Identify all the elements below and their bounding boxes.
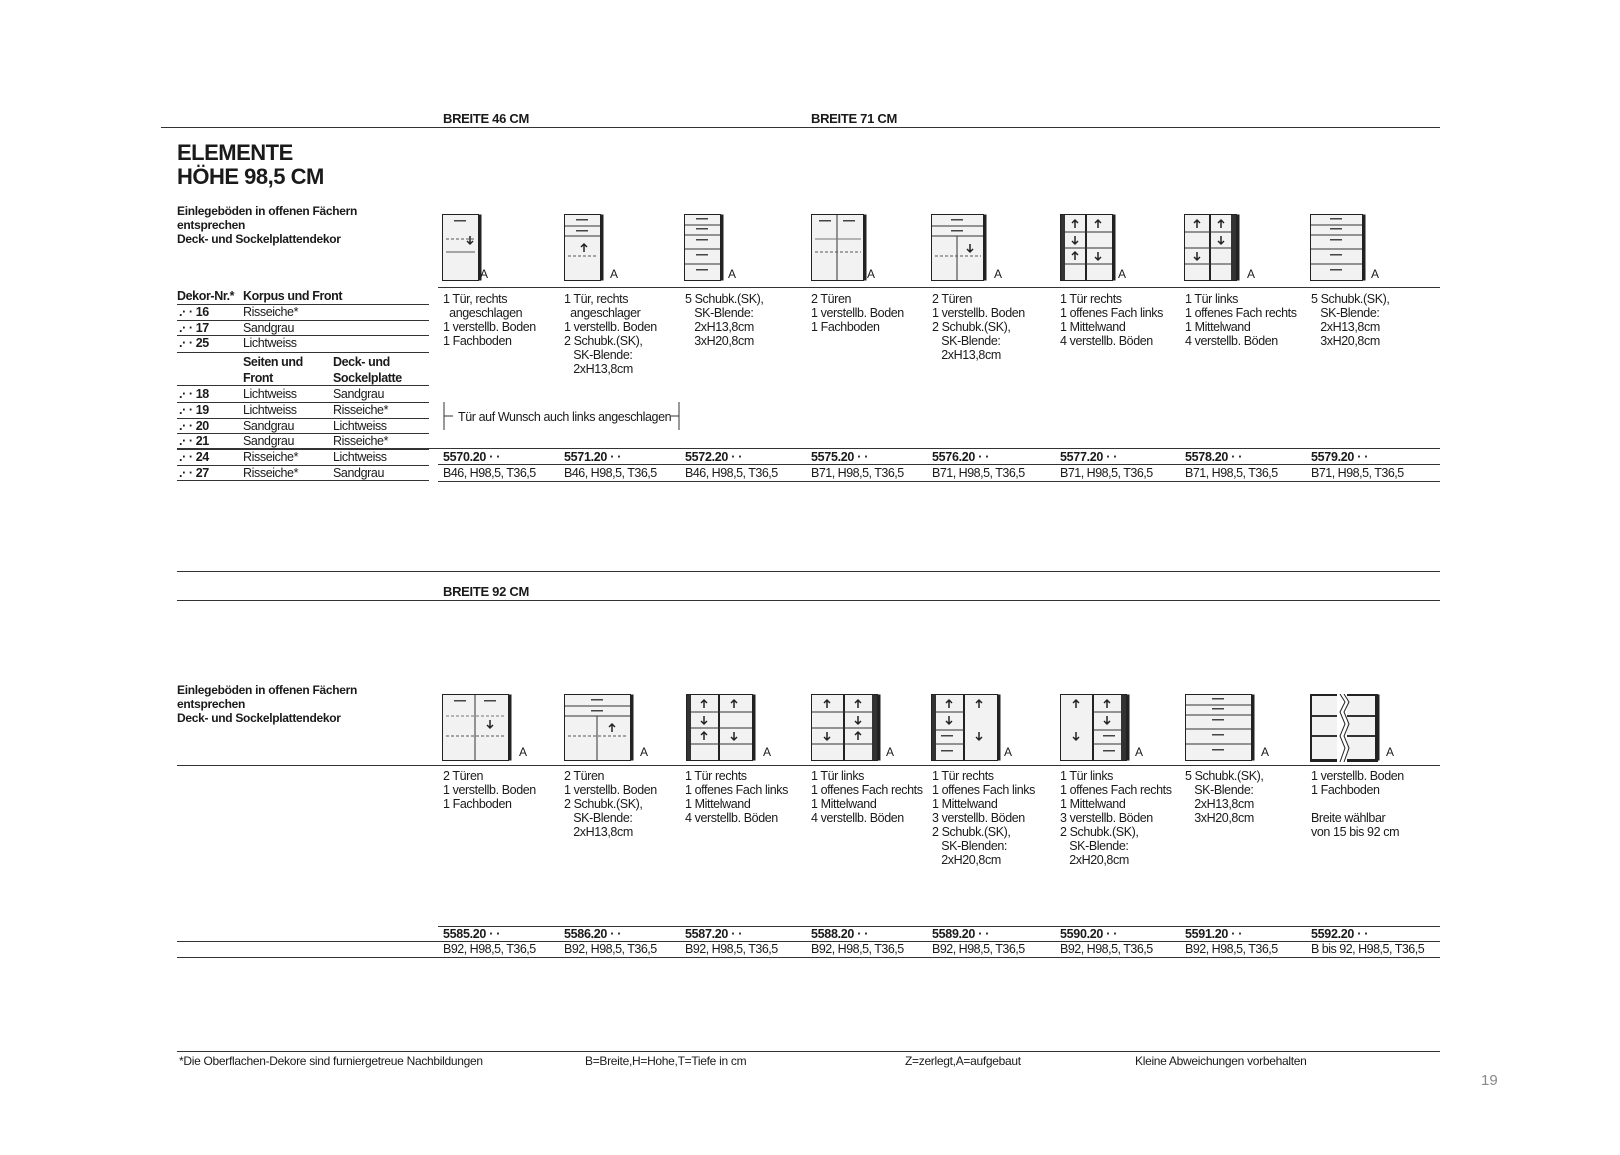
assembly-label: A xyxy=(763,745,772,759)
decor-row-rule xyxy=(177,352,429,353)
door-note: Tür auf Wunsch auch links angeschlagen xyxy=(458,410,672,424)
item-desc: 5 Schubk.(SK), SK-Blende: 2xH13,8cm 3xH20,8cm xyxy=(1185,769,1264,825)
item-desc: 5 Schubk.(SK), SK-Blende: 2xH13,8cm 3xH20,8cm xyxy=(685,292,764,348)
item-code: 5577.20 · · xyxy=(1060,450,1118,464)
item-dims: B92, H98,5, T36,5 xyxy=(443,942,536,956)
item-dims: B92, H98,5, T36,5 xyxy=(564,942,657,956)
cabinet-5572-illustration xyxy=(684,214,724,287)
cabinet-drawing xyxy=(811,214,867,282)
cabinet-drawing xyxy=(1310,214,1366,282)
section2-header-rule xyxy=(177,600,1440,601)
item-code: 5585.20 · · xyxy=(443,927,501,941)
cabinet-drawing xyxy=(1310,694,1380,762)
row2-bottom-rule xyxy=(177,957,1440,958)
row2-image-rule xyxy=(177,765,1440,766)
assembly-label: A xyxy=(1004,745,1013,759)
item-dims: B92, H98,5, T36,5 xyxy=(811,942,904,956)
item-code: 5589.20 · · xyxy=(932,927,990,941)
decor-row-rule xyxy=(177,465,429,466)
decor-side: Lichtweiss xyxy=(243,387,297,401)
cabinet-5587-illustration xyxy=(686,694,756,767)
decor-nr: .· · 24 xyxy=(179,450,209,464)
assembly-label: A xyxy=(886,745,895,759)
cabinet-drawing xyxy=(1184,214,1240,282)
item-desc: 2 Türen 1 verstellb. Boden 2 Schubk.(SK), SK-Blende: 2xH13,8cm xyxy=(932,292,1025,362)
item-desc: 2 Türen 1 verstellb. Boden 1 Fachboden xyxy=(443,769,536,811)
item-dims: B92, H98,5, T36,5 xyxy=(1185,942,1278,956)
decor-nr: .· · 19 xyxy=(179,403,209,417)
row1-image-rule xyxy=(438,287,1440,288)
cabinet-drawing xyxy=(442,694,512,762)
assembly-label: A xyxy=(1135,745,1144,759)
cabinet-drawing xyxy=(684,214,724,282)
item-dims: B71, H98,5, T36,5 xyxy=(1311,466,1404,480)
item-dims: B92, H98,5, T36,5 xyxy=(685,942,778,956)
shelf-note-line2: entsprechen xyxy=(177,218,246,232)
cabinet-5592-illustration xyxy=(1310,694,1380,767)
item-desc: 5 Schubk.(SK), SK-Blende: 2xH13,8cm 3xH20,8cm xyxy=(1311,292,1390,348)
cabinet-drawing xyxy=(931,214,987,282)
decor-nr: .· · 27 xyxy=(179,466,209,480)
decor-header2-rule xyxy=(177,385,429,386)
item-code: 5570.20 · · xyxy=(443,450,501,464)
item-code: 5578.20 · · xyxy=(1185,450,1243,464)
item-desc: 1 Tür rechts 1 offenes Fach links 1 Mittelwand 3 verstellb. Böden 2 Schubk.(SK), SK-Blenden: 2xH20,8cm xyxy=(932,769,1035,867)
item-dims: B bis 92, H98,5, T36,5 xyxy=(1311,942,1425,956)
decor-name: Risseiche* xyxy=(243,305,299,319)
cabinet-drawing xyxy=(1060,694,1130,762)
assembly-label: A xyxy=(994,267,1003,281)
item-code: 5575.20 · · xyxy=(811,450,869,464)
item-code: 5572.20 · · xyxy=(685,450,743,464)
assembly-label: A xyxy=(867,267,876,281)
decor-name: Lichtweiss xyxy=(243,336,297,350)
item-code: 5592.20 · · xyxy=(1311,927,1369,941)
decor-header-rule xyxy=(177,304,429,305)
decor-col-seiten-2: Front xyxy=(243,371,273,385)
assembly-label: A xyxy=(1386,745,1395,759)
decor-col-seiten xyxy=(243,354,303,386)
item-dims: B92, H98,5, T36,5 xyxy=(1060,942,1153,956)
item-desc: 1 Tür links 1 offenes Fach rechts 1 Mittelwand 4 verstellb. Böden xyxy=(1185,292,1297,348)
item-desc: 1 Tür links 1 offenes Fach rechts 1 Mittelwand 4 verstellb. Böden xyxy=(811,769,923,825)
decor-nr: .· · 16 xyxy=(179,305,209,319)
decor-col-korpus: Korpus und Front xyxy=(243,289,343,303)
decor-row-rule xyxy=(177,320,429,321)
assembly-label: A xyxy=(610,267,619,281)
assembly-label: A xyxy=(1261,745,1270,759)
item-code: 5591.20 · · xyxy=(1185,927,1243,941)
item-dims: B46, H98,5, T36,5 xyxy=(564,466,657,480)
item-code: 5586.20 · · xyxy=(564,927,622,941)
footer-note-assembly: Z=zerlegt,A=aufgebaut xyxy=(905,1054,1021,1068)
decor-row-rule xyxy=(177,335,429,336)
footer-rule xyxy=(177,1051,1440,1052)
item-code: 5590.20 · · xyxy=(1060,927,1118,941)
decor-col-nr: Dekor-Nr.* xyxy=(177,289,235,303)
decor-row-rule xyxy=(177,433,429,434)
decor-col-seiten-1: Seiten und xyxy=(243,355,303,369)
cabinet-5591-illustration xyxy=(1185,694,1255,767)
assembly-label: A xyxy=(728,267,737,281)
item-dims: B92, H98,5, T36,5 xyxy=(932,942,1025,956)
cabinet-5579-illustration xyxy=(1310,214,1366,287)
decor-nr: .· · 25 xyxy=(179,336,209,350)
decor-deck: Sandgrau xyxy=(333,387,385,401)
assembly-label: A xyxy=(640,745,649,759)
decor-row-rule xyxy=(177,480,429,481)
item-desc: 1 Tür links 1 offenes Fach rechts 1 Mittelwand 3 verstellb. Böden 2 Schubk.(SK), SK-Blende: 2xH20,8cm xyxy=(1060,769,1172,867)
shelf-note-line3: Deck- und Sockelplattendekor xyxy=(177,711,341,725)
page-number: 19 xyxy=(1481,1072,1498,1089)
decor-deck: Lichtweiss xyxy=(333,419,387,433)
assembly-label: A xyxy=(1247,267,1256,281)
decor-deck: Lichtweiss xyxy=(333,450,387,464)
footer-note-dims: B=Breite,H=Hohe,T=Tiefe in cm xyxy=(585,1054,747,1068)
decor-side: Sandgrau xyxy=(243,434,295,448)
shelf-note-line1: Einlegeböden in offenen Fächern xyxy=(177,683,358,697)
decor-side: Lichtweiss xyxy=(243,403,297,417)
decor-row-rule xyxy=(177,449,429,450)
page-title-line1: ELEMENTE xyxy=(177,140,293,165)
decor-col-deck xyxy=(333,354,402,386)
item-dims: B46, H98,5, T36,5 xyxy=(685,466,778,480)
assembly-label: A xyxy=(1118,267,1127,281)
cabinet-drawing xyxy=(686,694,756,762)
cabinet-5586-illustration xyxy=(564,694,634,767)
cabinet-5585-illustration xyxy=(442,694,512,767)
row1-dims-rule xyxy=(438,464,1440,465)
decor-deck: Risseiche* xyxy=(333,403,389,417)
cabinet-5576-illustration xyxy=(931,214,987,287)
decor-side: Risseiche* xyxy=(243,466,299,480)
section-header-breite92: BREITE 92 CM xyxy=(443,584,529,599)
item-desc: 1 Tür, rechts angeschlagen 1 verstellb. Boden 1 Fachboden xyxy=(443,292,536,348)
shelf-note-1 xyxy=(177,204,357,246)
decor-col-deck-1: Deck- und xyxy=(333,355,390,369)
item-code: 5571.20 · · xyxy=(564,450,622,464)
item-dims: B71, H98,5, T36,5 xyxy=(1060,466,1153,480)
footer-note-decor: *Die Oberflachen-Dekore sind furniergetreue Nachbildungen xyxy=(179,1054,483,1068)
assembly-label: A xyxy=(1371,267,1380,281)
decor-row-rule xyxy=(177,418,429,419)
item-code: 5587.20 · · xyxy=(685,927,743,941)
decor-nr: .· · 18 xyxy=(179,387,209,401)
item-desc: 2 Türen 1 verstellb. Boden 2 Schubk.(SK), SK-Blende: 2xH13,8cm xyxy=(564,769,657,839)
decor-col-deck-2: Sockelplatte xyxy=(333,371,402,385)
section2-top-rule xyxy=(177,571,1440,572)
cabinet-5589-illustration xyxy=(931,694,1001,767)
assembly-label: A xyxy=(480,267,489,281)
section-header-breite46: BREITE 46 CM xyxy=(443,111,529,126)
cabinet-drawing xyxy=(1060,214,1116,282)
item-desc: 1 Tür, rechts angeschlager 1 verstellb. Boden 2 Schubk.(SK), SK-Blende: 2xH13,8cm xyxy=(564,292,657,376)
cabinet-drawing xyxy=(811,694,881,762)
cabinet-5578-illustration xyxy=(1184,214,1240,287)
top-rule xyxy=(161,127,1440,128)
footer-note-disclaimer: Kleine Abweichungen vorbehalten xyxy=(1135,1054,1307,1068)
item-dims: B71, H98,5, T36,5 xyxy=(1185,466,1278,480)
decor-deck: Risseiche* xyxy=(333,434,389,448)
item-desc: 2 Türen 1 verstellb. Boden 1 Fachboden xyxy=(811,292,904,334)
item-code: 5579.20 · · xyxy=(1311,450,1369,464)
decor-nr: .· · 17 xyxy=(179,321,209,335)
item-code: 5588.20 · · xyxy=(811,927,869,941)
row1-bottom-rule xyxy=(438,481,1440,482)
cabinet-5571-illustration xyxy=(564,214,604,287)
shelf-note-line2: entsprechen xyxy=(177,697,246,711)
cabinet-5570-illustration xyxy=(442,214,482,287)
item-desc: 1 Tür rechts 1 offenes Fach links 1 Mittelwand 4 verstellb. Böden xyxy=(1060,292,1163,348)
item-dims: B71, H98,5, T36,5 xyxy=(811,466,904,480)
item-desc: 1 Tür rechts 1 offenes Fach links 1 Mittelwand 4 verstellb. Böden xyxy=(685,769,788,825)
cabinet-5588-illustration xyxy=(811,694,881,767)
assembly-label: A xyxy=(519,745,528,759)
page-title-line2: HÖHE 98,5 CM xyxy=(177,164,324,189)
item-dims: B71, H98,5, T36,5 xyxy=(932,466,1025,480)
decor-row-rule xyxy=(177,402,429,403)
cabinet-5575-illustration xyxy=(811,214,867,287)
decor-nr: .· · 21 xyxy=(179,434,209,448)
item-dims: B46, H98,5, T36,5 xyxy=(443,466,536,480)
decor-side: Sandgrau xyxy=(243,419,295,433)
shelf-note-line3: Deck- und Sockelplattendekor xyxy=(177,232,341,246)
row1-code-rule xyxy=(177,448,1440,449)
cabinet-5577-illustration xyxy=(1060,214,1116,287)
cabinet-drawing xyxy=(564,214,604,282)
decor-nr: .· · 20 xyxy=(179,419,209,433)
cabinet-drawing xyxy=(564,694,634,762)
decor-deck: Sandgrau xyxy=(333,466,385,480)
shelf-note-line1: Einlegeböden in offenen Fächern xyxy=(177,204,358,218)
decor-side: Risseiche* xyxy=(243,450,299,464)
cabinet-5590-illustration xyxy=(1060,694,1130,767)
cabinet-drawing xyxy=(1185,694,1255,762)
item-code: 5576.20 · · xyxy=(932,450,990,464)
shelf-note-2 xyxy=(177,683,357,725)
section-header-breite71: BREITE 71 CM xyxy=(811,111,897,126)
decor-name: Sandgrau xyxy=(243,321,295,335)
item-desc: 1 verstellb. Boden 1 Fachboden Breite wählbar von 15 bis 92 cm xyxy=(1311,769,1404,839)
cabinet-drawing xyxy=(442,214,482,282)
cabinet-drawing xyxy=(931,694,1001,762)
